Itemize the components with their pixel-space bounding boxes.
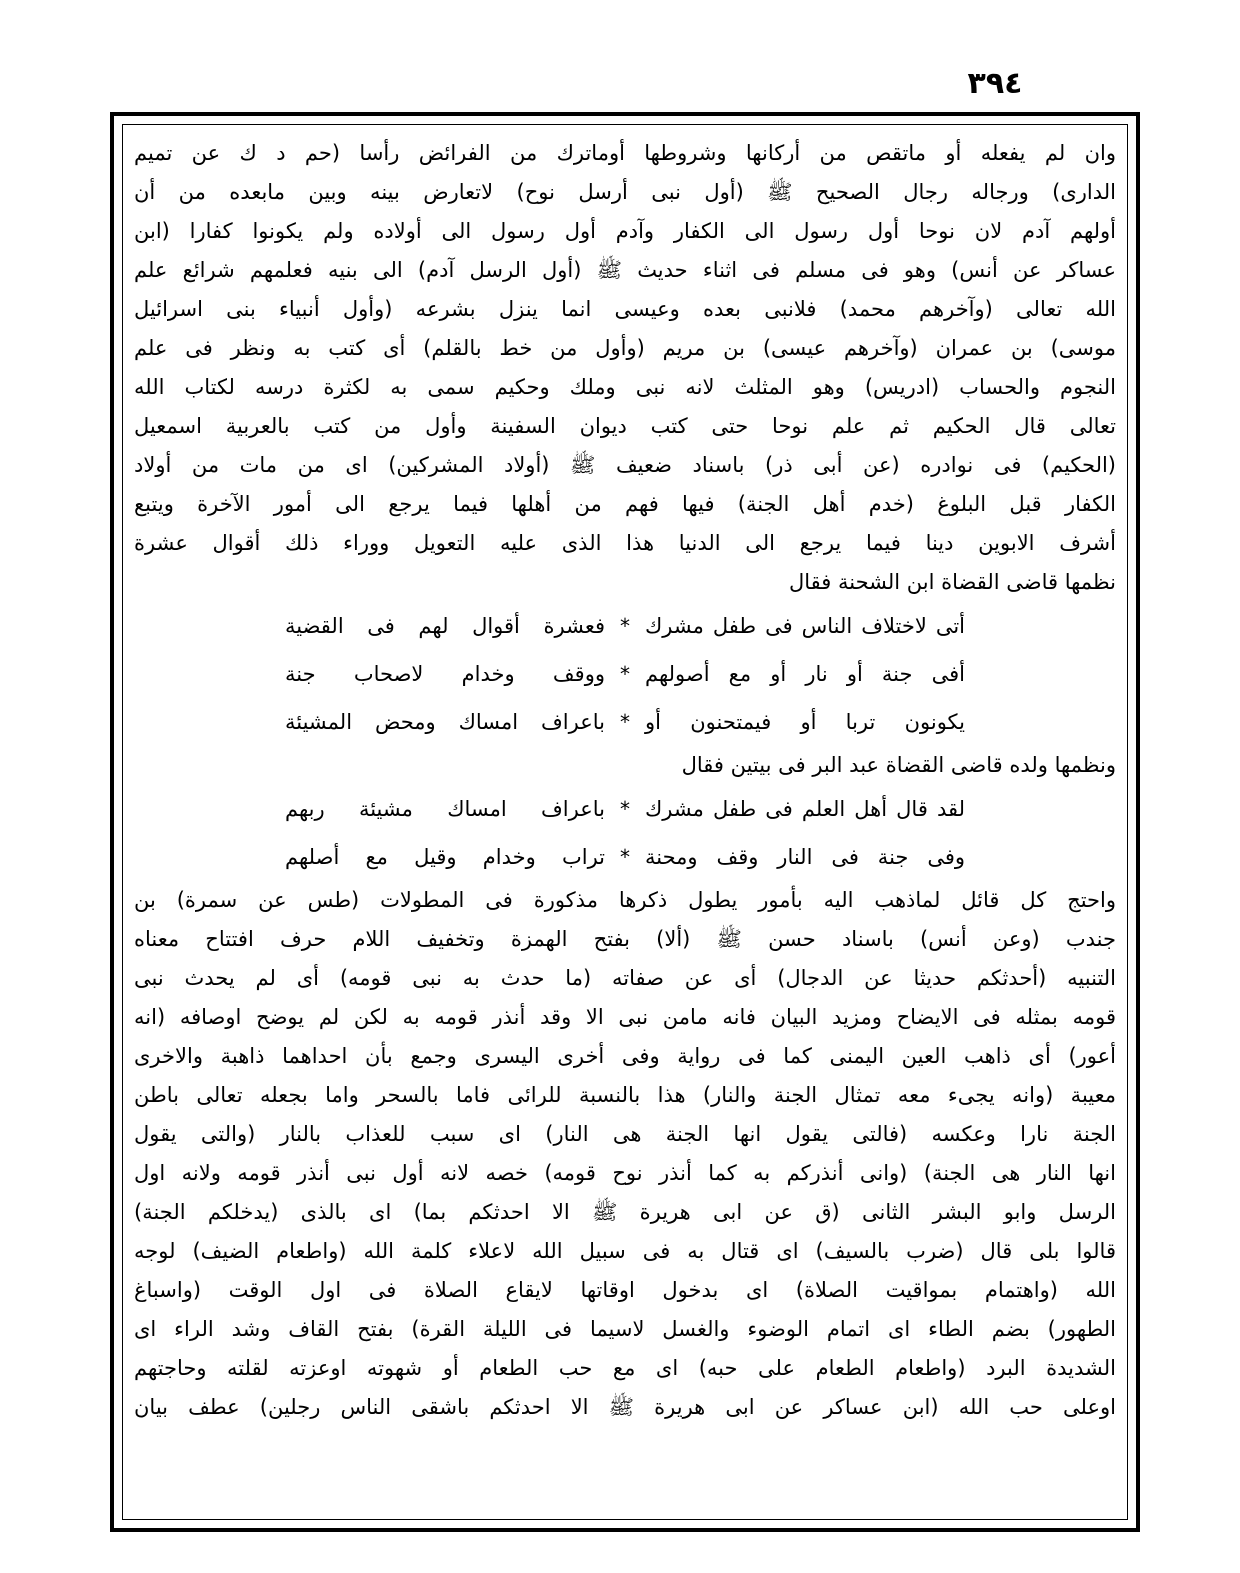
text-line: قالوا بلى قال (ضرب بالسيف) اى قتال به فى سبيل الله لاعلاء كلمة الله (واطعام الضيف) لوجه	[134, 1239, 1116, 1263]
verse-second-hemistich: تراب وخدام وقيل مع أصلهم	[285, 845, 605, 869]
text-line: الله (واهتمام بمواقيت الصلاة) اى بدخول اوقاتها لايقاع الصلاة فى اول الوقت (واسباغ	[134, 1278, 1116, 1302]
text-line: جندب (وعن أنس) باسناد حسن ﷺ (ألا) بفتح الهمزة وتخفيف اللام حرف افتتاح معناه	[134, 927, 1116, 951]
poem-1	[134, 602, 1116, 746]
verse-first-hemistich: أتى لاختلاف الناس فى طفل مشرك	[645, 614, 965, 638]
verse-separator-icon: *	[620, 710, 630, 734]
text-line: تعالى قال الحكيم ثم علم نوحا حتى كتب ديوان السفينة وأول من كتب بالعربية اسمعيل	[134, 414, 1116, 438]
verse-second-hemistich: باعراف امساك مشيئة ربهم	[285, 797, 605, 821]
poem-verse	[134, 785, 1116, 833]
text-line: موسى) بن عمران (وآخرهم عيسى) بن مريم (وأول من خط بالقلم) أى كتب به ونظر فى علم	[134, 336, 1116, 360]
main-text	[134, 134, 1116, 1427]
text-line: الطهور) بضم الطاء اى اتمام الوضوء والغسل لاسيما فى الليلة القرة) بفتح القاف وشد الراء اى	[134, 1317, 1116, 1341]
poem-verse	[134, 602, 1116, 650]
text-line: اوعلى حب الله (ابن عساكر عن ابى هريرة ﷺ الا احدثكم باشقى الناس رجلين) عطف بيان	[134, 1395, 1116, 1419]
text-line: معيبة (وانه يجىء معه تمثال الجنة والنار) هذا بالنسبة للرائى فاما بالسحر واما بجعله تعالى باطن	[134, 1083, 1116, 1107]
page-number: ٣٩٤	[967, 66, 1023, 101]
text-line: الكفار قبل البلوغ (خدم أهل الجنة) فيها فهم من أهلها فيما يرجع الى أمور الآخرة ويتبع	[134, 492, 1116, 516]
text-line: نظمها قاضى القضاة ابن الشحنة فقال	[788, 570, 1116, 594]
verse-second-hemistich: ووقف وخدام لاصحاب جنة	[285, 662, 605, 686]
text-line: واحتج كل قائل لماذهب اليه بأمور يطول ذكرها مذكورة فى المطولات (طس عن سمرة) بن	[134, 888, 1116, 912]
verse-first-hemistich: أفى جنة أو نار أو مع أصولهم	[645, 662, 965, 686]
poem-verse	[134, 698, 1116, 746]
verse-second-hemistich: باعراف امساك ومحض المشيئة	[285, 710, 605, 734]
text-line: التنبيه (أحدثكم حديثا عن الدجال) أى عن صفاته (ما حدث به نبى قومه) أى لم يحدث نبى	[134, 966, 1116, 990]
text-line: النجوم والحساب (ادريس) وهو المثلث لانه نبى وملك وحكيم سمى به لكثرة درسه لكتاب الله	[134, 375, 1116, 399]
text-section-1	[134, 134, 1116, 602]
poem-verse	[134, 650, 1116, 698]
verse-separator-icon: *	[620, 845, 630, 869]
text-section-2	[134, 881, 1116, 1427]
verse-first-hemistich: لقد قال أهل العلم فى طفل مشرك	[645, 797, 965, 821]
text-line: ونظمها ولده قاضى القضاة عبد البر فى بيتين فقال	[681, 753, 1116, 777]
text-line: عساكر عن أنس) وهو فى مسلم فى اثناء حديث ﷺ (أول الرسل آدم) الى بنيه فعلمهم شرائع علم	[134, 258, 1116, 282]
text-line: الجنة نارا وعكسه (فالتى يقول انها الجنة هى النار) اى سبب للعذاب بالنار (والتى يقول	[134, 1122, 1116, 1146]
verse-separator-icon: *	[620, 614, 630, 638]
poem-2	[134, 785, 1116, 881]
text-line: الله تعالى (وآخرهم محمد) فلانبى بعده وعيسى انما ينزل بشرعه (وأول أنبياء بنى اسرائيل	[134, 297, 1116, 321]
verse-first-hemistich: وفى جنة فى النار وقف ومحنة	[645, 845, 965, 869]
verse-separator-icon: *	[620, 662, 630, 686]
text-line: انها النار هى الجنة) (وانى أنذركم به كما أنذر نوح قومه) خصه لانه أول نبى أنذر قومه ولانه اول	[134, 1161, 1116, 1185]
text-line: (الحكيم) فى نوادره (عن أبى ذر) باسناد ضعيف ﷺ (أولاد المشركين) اى من مات من أولاد	[134, 453, 1116, 477]
text-line: أشرف الابوين دينا فيما يرجع الى الدنيا هذا الذى عليه التعويل ووراء ذلك أقوال عشرة	[134, 531, 1116, 555]
text-line: وان لم يفعله أو ماتقص من أركانها وشروطها أوماترك من الفرائض رأسا (حم د ك عن تميم	[134, 141, 1116, 165]
text-line: الشديدة البرد (واطعام الطعام على حبه) اى مع حب الطعام أو شهوته اوعزته لقلته وحاجتهم	[134, 1356, 1116, 1380]
verse-second-hemistich: فعشرة أقوال لهم فى القضية	[285, 614, 605, 638]
text-line: قومه بمثله فى الايضاح ومزيد البيان فانه مامن نبى الا وقد أنذر قومه به لكن لم يوضح اوصافه (انه	[134, 1005, 1116, 1029]
verse-first-hemistich: يكونون تربا أو فيمتحنون أو	[645, 710, 965, 734]
text-line: الدارى) ورجاله رجال الصحيح ﷺ (أول نبى أرسل نوح) لاتعارض بينه وبين مابعده من أن	[134, 180, 1116, 204]
poem-verse	[134, 833, 1116, 881]
text-line: الرسل وابو البشر الثانى (ق عن ابى هريرة ﷺ الا احدثكم بما) اى بالذى (يدخلكم الجنة)	[134, 1200, 1116, 1224]
text-line: أولهم آدم لان نوحا أول رسول الى الكفار وآدم أول رسول الى أولاده ولم يكونوا كفارا (ابن	[134, 219, 1116, 243]
verse-separator-icon: *	[620, 797, 630, 821]
text-line: أعور) أى ذاهب العين اليمنى كما فى رواية وفى أخرى اليسرى وجمع بأن احداهما ذاهبة والاخرى	[134, 1044, 1116, 1068]
